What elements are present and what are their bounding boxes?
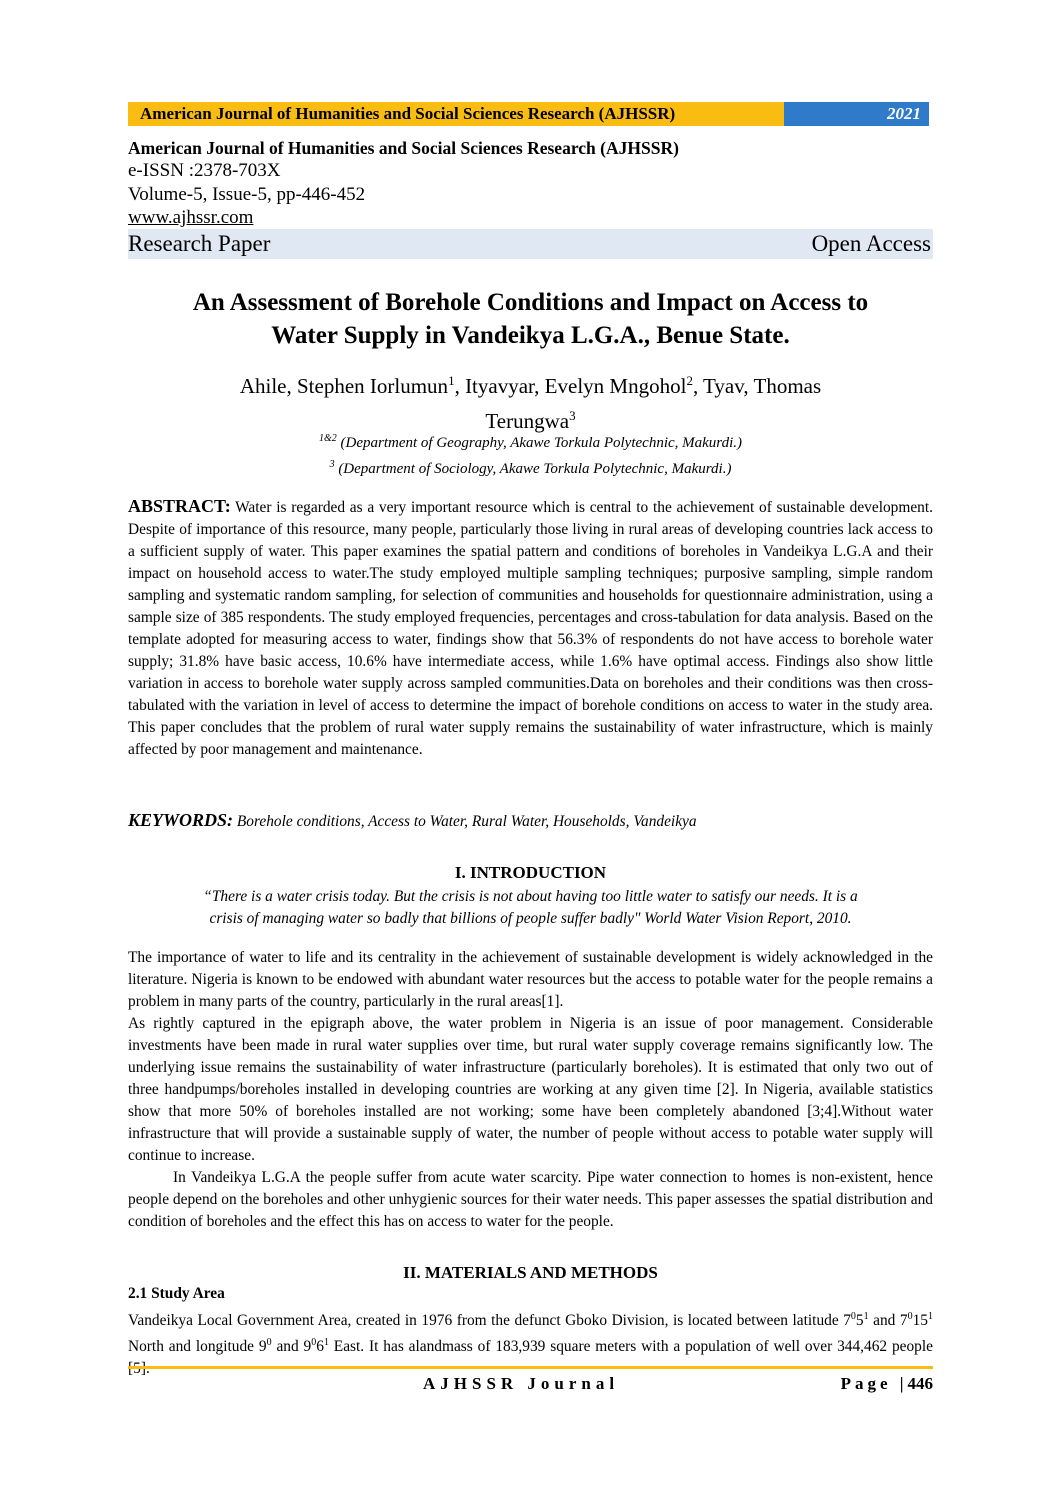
methods-heading: II. MATERIALS AND METHODS xyxy=(403,1263,658,1282)
author-1: Ahile, Stephen Iorlumun xyxy=(239,374,449,398)
affiliation-1 xyxy=(128,428,933,454)
website-link[interactable]: www.ajhssr.com xyxy=(128,207,254,228)
affiliation-2 xyxy=(128,454,933,480)
study-area-heading: 2.1 Study Area xyxy=(128,1285,225,1302)
author-2-sup: 2 xyxy=(686,373,693,388)
study-area-text xyxy=(128,1306,933,1380)
sup-4: 1 xyxy=(928,1311,933,1322)
author-3b: Terungwa xyxy=(485,409,570,433)
intro-heading: I. INTRODUCTION xyxy=(454,863,607,882)
affiliation-1-sup: 1&2 xyxy=(319,433,337,444)
intro-paragraph-1: The importance of water to life and its centrality in the achievement of sustainable development is widely acknowledged in the literature. Nigeria is known to be endowed with abundant water resources but the access to potable water for the people remains a problem in many parts of the country, particularly in the rural areas[1]. xyxy=(128,949,933,1010)
title-line-2: Water Supply in Vandeikya L.G.A., Benue State. xyxy=(271,322,790,349)
study-area-text-2: 5 xyxy=(855,1312,864,1330)
sup-1: 0 xyxy=(850,1311,856,1322)
sup-6: 0 xyxy=(311,1337,317,1349)
affiliations xyxy=(128,428,933,480)
keywords xyxy=(128,809,933,833)
volume-info: Volume-5, Issue-5, pp-446-452 xyxy=(128,184,366,205)
study-area-text-1: Vandeikya Local Government Area, created in 1976 from the defunct Gboko Division, is located between latitude 7 xyxy=(128,1312,851,1330)
author-3-sup: 3 xyxy=(569,408,576,423)
affiliation-2-text: (Department of Sociology, Akawe Torkula Polytechnic, Makurdi.) xyxy=(338,461,732,477)
sup-5: 0 xyxy=(266,1337,272,1349)
epigraph-line-1: “There is a water crisis today. But the crisis is not about having too little water to satisfy our needs. It is a xyxy=(203,888,858,905)
title-line-1: An Assessment of Borehole Conditions and Impact on Access to xyxy=(192,289,869,316)
paper-title xyxy=(128,286,933,352)
study-area-text-7: 6 xyxy=(316,1338,324,1356)
intro-paragraph-2: As rightly captured in the epigraph above, the water problem in Nigeria is an issue of poor management. Considerable investments have been made in rural water supplies over time, but rural water supply coverage remains significantly low. The underlying issue remains the sustainability of water infrastructure (particularly boreholes). It is estimated that only two out of three handpumps/boreholes installed in developing countries are working at any given time [2]. In Nigeria, available statistics show that more 50% of boreholes installed are not working; some have been completely abandoned [3;4].Without water infrastructure that will provide a sustainable supply of water, the number of people without access to potable water supply will continue to increase. xyxy=(128,1015,933,1164)
author-1-sup: 1 xyxy=(448,373,455,388)
abstract-label: ABSTRACT: xyxy=(128,496,231,516)
paper-type: Research Paper xyxy=(128,231,271,256)
sup-2: 1 xyxy=(863,1311,869,1322)
journal-name: American Journal of Humanities and Social Sciences Research (AJHSSR) xyxy=(128,138,679,158)
intro-paragraph-3: In Vandeikya L.G.A the people suffer from acute water scarcity. Pipe water connection to homes is non-existent, hence people depend on the boreholes and other unhygienic sources for their water needs. This paper assesses the spatial distribution and condition of boreholes and the effect this has on access to water for the people. xyxy=(128,1169,933,1230)
keywords-label: KEYWORDS: xyxy=(128,810,234,830)
study-area-text-6: and 9 xyxy=(271,1338,312,1356)
journal-bar-title: American Journal of Humanities and Social Sciences Research (AJHSSR) xyxy=(128,102,784,126)
abstract-text: Water is regarded as a very important resource which is central to the achievement of sustainable development. Despite of importance of this resource, many people, particularly those living in rural areas of developing countries lack access to a sufficient supply of water. This paper examines the spatial pattern and conditions of boreholes in Vandeikya L.G.A and their impact on household access to water.The study employed multiple sampling techniques; purposive sampling, simple random sampling and systematic random sampling, for selection of communities and households for questionnaire administration, using a sample size of 385 respondents. The study employed frequencies, percentages and cross-tabulation for data analysis. Based on the template adopted for measuring access to water, findings show that 56.3% of respondents do not have access to borehole water supply; 31.8% have basic access, 10.6% have intermediate access, while 1.6% have optimal access. Findings also show little variation in access to borehole water supply across sampled communities.Data on boreholes and their conditions was then cross-tabulated with the variation in level of access to determine the impact of borehole conditions on access to water in the study area. This paper concludes that the problem of rural water supply remains the sustainability of water infrastructure, which is mainly affected by poor management and maintenance. xyxy=(128,499,933,758)
journal-header-bar xyxy=(128,102,929,126)
footer-journal: AJHSSR Journal xyxy=(423,1374,620,1393)
study-area-text-3: and 7 xyxy=(868,1312,908,1330)
page-footer xyxy=(128,1374,933,1394)
footer-rule xyxy=(128,1366,933,1369)
access-label: Open Access xyxy=(811,231,931,256)
epigraph-line-2: crisis of managing water so badly that billions of people suffer badly" World Water Vision Report, 2010. xyxy=(209,910,852,927)
author-2: , Ityavyar, Evelyn Mngohol xyxy=(454,374,687,398)
study-area-text-4: 15 xyxy=(912,1312,928,1330)
footer-page-label: Page | xyxy=(840,1374,908,1393)
sup-7: 1 xyxy=(323,1337,329,1349)
study-area-paragraph xyxy=(128,1306,933,1380)
journal-meta xyxy=(128,137,933,259)
paper-type-bar xyxy=(128,229,933,259)
epigraph xyxy=(128,886,933,930)
sup-3: 0 xyxy=(907,1311,913,1322)
authors-line-1 xyxy=(128,366,933,401)
footer-page xyxy=(841,1374,933,1394)
author-3: , Tyav, Thomas xyxy=(692,374,822,398)
keywords-text: Borehole conditions, Access to Water, Rural Water, Households, Vandeikya xyxy=(236,813,697,830)
journal-bar-year: 2021 xyxy=(784,102,929,126)
authors xyxy=(128,366,933,436)
issn: e-ISSN :2378-703X xyxy=(128,160,281,181)
abstract xyxy=(128,495,933,761)
affiliation-2-sup: 3 xyxy=(329,459,335,470)
affiliation-1-text: (Department of Geography, Akawe Torkula Polytechnic, Makurdi.) xyxy=(340,435,742,451)
study-area-text-5: North and longitude 9 xyxy=(128,1338,267,1356)
study-area-text-8: East. It has alandmass of 183,939 square meters with a population of well over 344,462 people xyxy=(333,1338,933,1356)
footer-page-number: 446 xyxy=(907,1374,933,1393)
intro-body xyxy=(128,947,933,1233)
